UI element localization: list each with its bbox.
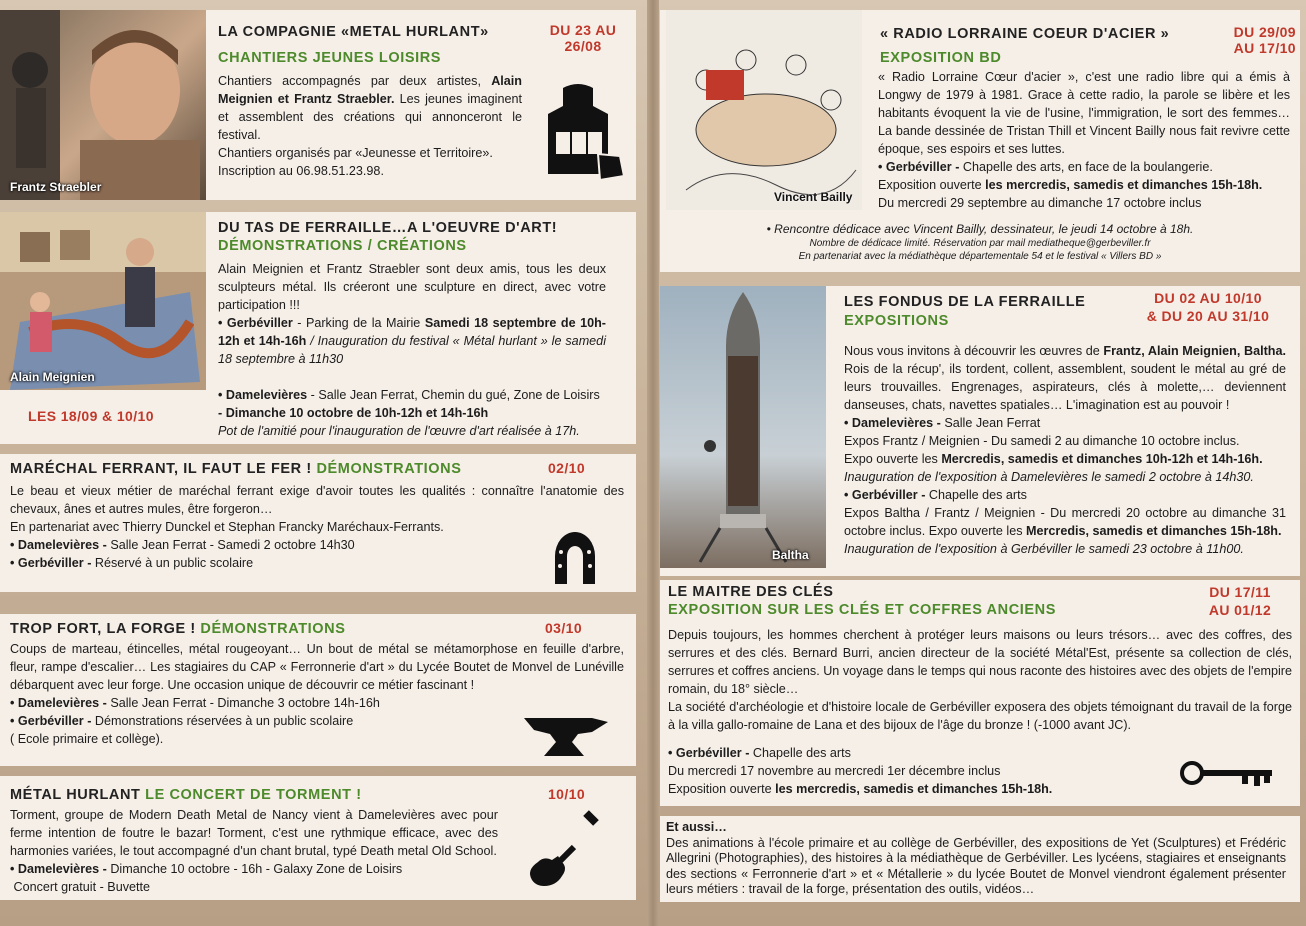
card-subtitle: EXPOSITION BD xyxy=(880,50,1002,66)
dates-text: Expos Baltha / Frantz / Meignien - Du mercredi 20 octobre au dimanche 31 octobre inclus. Expo ouverte les xyxy=(844,506,1286,538)
photo-caption: Baltha xyxy=(772,548,809,562)
card-title: LA COMPAGNIE «METAL HURLANT» xyxy=(218,24,489,40)
card-body xyxy=(878,68,1290,212)
opening-text: Exposition ouverte xyxy=(668,782,776,796)
photo-frantz-straebler xyxy=(0,10,206,200)
location-text: Salle Jean Ferrat - Samedi 2 octobre 14h30 xyxy=(106,538,355,552)
location-label: • Damelevières xyxy=(218,388,308,402)
card-subtitle: DÉMONSTRATIONS xyxy=(311,461,462,477)
body-text: Depuis toujours, les hommes cherchent à protéger leurs maisons ou leurs trésors… avec des coffres, des serrures et des clés. Bernard Burri, ancien directeur de la société Métal'Est, présente sa collection de clés, serrures et coffres anciens. Un voyage dans le temps qui nous raconte des histoires avec des objets de l'empire romain, du 18° siècle… xyxy=(668,628,1292,696)
comic-drawing xyxy=(666,10,862,210)
card-date: 10/10 xyxy=(548,786,586,802)
location-text: Dimanche 10 octobre - 16h - Galaxy Zone de Loisirs xyxy=(106,862,403,876)
body-text: Des animations à l'école primaire et au collège de Gerbéviller, des expositions de Yet (Sculptures) et Frédéric Allegrini (Photographies), des histoires à la médiathèque de Gerbéviller. Les lycéens, stagiaires et enseignants des sections « Ferronnerie d'art » et « Métallerie » du lycée Boutet de Monvel viendront également présenter leurs métiers : travail de la forge, présentation des outils, vidéos… xyxy=(666,835,1286,896)
portrait-illustration xyxy=(0,10,206,200)
card-title: « RADIO LORRAINE COEUR D'ACIER » xyxy=(880,26,1170,42)
body-text: Chantiers accompagnés par deux artistes, xyxy=(218,74,492,88)
card-subtitle: LE CONCERT DE TORMENT ! xyxy=(140,787,362,803)
anvil-icon xyxy=(522,710,612,760)
inauguration-text: / Inauguration du festival « Métal hurlant » le samedi 18 septembre à 11h30 xyxy=(218,334,606,366)
location-label: • Gerbéviller - xyxy=(668,746,750,760)
body-text: Les jeunes imaginent et assemblent des créations qui annonceront le festival. xyxy=(218,92,522,142)
inauguration-text: Inauguration de l'exposition à Gerbéviller le samedi 23 octobre à 11h00. xyxy=(844,542,1244,556)
photo-caption: Frantz Straebler xyxy=(10,180,102,194)
body-text: La société d'archéologie et d'histoire locale de Gerbéviller exposera des objets témoignant du travail de la forge à la villa gallo-romaine de Lana et des bijoux de l'âge du bronze ! (-1000 avant JC). xyxy=(668,700,1292,732)
location-label: • Damelevières - xyxy=(10,538,107,552)
card-title: MARÉCHAL FERRANT, IL FAUT LE FER ! xyxy=(10,461,312,477)
location-text: Chapelle des arts xyxy=(749,746,851,760)
card-subtitle: EXPOSITION SUR LES CLÉS ET COFFRES ANCIENS xyxy=(668,602,1057,618)
card-title: Et aussi… xyxy=(666,820,727,834)
card-date: LES 18/09 & 10/10 xyxy=(28,408,154,424)
card-concert-torment xyxy=(0,776,636,900)
card-body xyxy=(218,260,606,368)
body-text: Alain Meignien et Frantz Straebler sont deux amis, tous les deux sculpteurs métal. Ils créeront une sculpture en direct, avec votre participation !!! xyxy=(218,262,606,312)
opening-hours: les mercredis, samedis et dimanches 15h-18h. xyxy=(775,782,1053,796)
location-label: • Damelevières - xyxy=(10,862,107,876)
card-subtitle: EXPOSITIONS xyxy=(844,313,949,329)
location-label: • Gerbéviller - xyxy=(878,160,960,174)
schedule-text: Samedi 18 septembre de 10h-12h et 14h-16h xyxy=(218,316,606,348)
registration-text: Inscription au 06.98.51.23.98. xyxy=(218,164,384,178)
card-radio-lorraine xyxy=(660,10,1300,272)
card-et-aussi xyxy=(660,816,1300,902)
location-label: • Gerbéviller - xyxy=(844,488,926,502)
card-body-2 xyxy=(10,694,510,748)
inauguration-text: Inauguration de l'exposition à Damelevières le samedi 2 octobre à 14h30. xyxy=(844,470,1254,484)
audience-text: ( Ecole primaire et collège). xyxy=(10,732,164,746)
photo-caption: Vincent Bailly xyxy=(774,190,853,204)
card-body xyxy=(10,482,624,572)
card-trop-fort-la-forge xyxy=(0,614,636,766)
photo-caption: Alain Meignien xyxy=(10,370,95,384)
location-text: Démonstrations réservées à un public scolaire xyxy=(91,714,354,728)
dates-text: Expos Frantz / Meignien - Du samedi 2 au dimanche 10 octobre inclus. xyxy=(844,434,1240,448)
artists-names: Frantz, Alain Meignien, Baltha. xyxy=(1103,344,1286,358)
body-text: « Radio Lorraine Cœur d'acier », c'est une radio libre qui a émis à Longwy de 1979 à 1981. Grace à cette radio, la parole se libère et les habitants évoquent la vie de l'usine, l'immigration, le sort des femmes… La bande dessinée de Tristan Thill et Vincent Bailly nous fait revivre cette époque, ses espoirs et ses luttes. xyxy=(878,70,1290,156)
location-label: • Damelevières - xyxy=(10,696,107,710)
card-date-line1: DU 17/11 xyxy=(1209,584,1271,600)
photo-vincent-bailly xyxy=(666,10,862,210)
body-text: Rois de la récup', ils tordent, collent, assemblent, soudent le métal au gré de leurs trouvailles. Engrenages, aspirateurs, clés à molette,… deviennent danseuses, chats, navettes spatiales… L'imagination est au pouvoir ! xyxy=(844,362,1286,412)
note-text: Pot de l'amitié pour l'inauguration de l'œuvre d'art réalisée à 17h. xyxy=(218,424,580,438)
body-text: Torment, groupe de Modern Death Metal de Nancy vient à Damelevières avec pour ferme intention de foutre le bazar! Torment, c'est une rythmique efficace, avec des harmonies variées, le tout accompagné d'un chant brutal, typé Death metal Old School. xyxy=(10,808,498,858)
card-title: TROP FORT, LA FORGE ! xyxy=(10,621,196,637)
signing-notice: • Rencontre dédicace avec Vincent Bailly, dessinateur, le jeudi 14 octobre à 18h. xyxy=(766,222,1194,236)
location-label: • Gerbéviller xyxy=(218,316,293,330)
card-body xyxy=(10,806,498,896)
page-fold xyxy=(647,0,659,926)
card-date: 02/10 xyxy=(548,460,586,476)
schedule-text: - Dimanche 10 octobre de 10h-12h et 14h-16h xyxy=(218,406,489,420)
opening-text: Expo ouverte les xyxy=(844,452,942,466)
location-label: • Gerbéviller - xyxy=(10,714,92,728)
card-title: LE MAITRE DES CLÉS xyxy=(668,584,834,600)
card-date-line1: DU 23 AU xyxy=(549,22,617,38)
location-text: Chapelle des arts, en face de la boulangerie. xyxy=(959,160,1213,174)
card-body xyxy=(666,820,1286,898)
photo-alain-meignien xyxy=(0,212,206,390)
card-marechal-ferrant xyxy=(0,454,636,592)
organizer-text: Chantiers organisés par «Jeunesse et Territoire». xyxy=(218,146,493,160)
card-date-line2: AU 17/10 xyxy=(1233,40,1296,56)
opening-hours: les mercredis, samedis et dimanches 15h-18h. xyxy=(985,178,1263,192)
workshop-illustration xyxy=(0,212,206,390)
location-text: Chapelle des arts xyxy=(925,488,1027,502)
card-fondus-ferraille xyxy=(660,286,1300,576)
electric-guitar-icon xyxy=(524,810,614,890)
body-text: Nous vous invitons à découvrir les œuvres de xyxy=(844,344,1104,358)
concert-info: Concert gratuit - Buvette xyxy=(13,880,150,894)
opening-hours: Mercredis, samedis et dimanches 15h-18h. xyxy=(1026,524,1282,538)
opening-hours: Mercredis, samedis et dimanches 10h-12h et 14h-16h. xyxy=(941,452,1263,466)
card-title: LES FONDUS DE LA FERRAILLE xyxy=(844,294,1086,310)
location-label: • Damelevières - xyxy=(844,416,941,430)
partner-text: En partenariat avec Thierry Dunckel et Stephan Francky Maréchaux-Ferrants. xyxy=(10,520,444,534)
location-label: • Gerbéviller - xyxy=(10,556,92,570)
location-text: Réservé à un public scolaire xyxy=(91,556,254,570)
card-body xyxy=(218,72,522,180)
location-text: - Parking de la Mairie xyxy=(292,316,425,330)
card-body-2 xyxy=(218,386,628,440)
card-body xyxy=(10,640,624,694)
partnership-note: En partenariat avec la médiathèque départementale 54 et le festival « Villers BD » xyxy=(798,251,1162,262)
opening-text: Exposition ouverte xyxy=(878,178,986,192)
card-body xyxy=(844,342,1286,558)
card-subtitle: DÉMONSTRATIONS / CRÉATIONS xyxy=(218,238,467,254)
card-title: MÉTAL HURLANT xyxy=(10,787,141,803)
dates-text: Du mercredi 17 novembre au mercredi 1er décembre inclus xyxy=(668,764,1001,778)
horseshoe-icon xyxy=(545,526,605,588)
dates-text: Du mercredi 29 septembre au dimanche 17 octobre inclus xyxy=(878,196,1202,210)
key-icon xyxy=(1180,758,1276,788)
card-maitre-des-cles xyxy=(660,580,1300,806)
card-date-line1: DU 29/09 xyxy=(1233,24,1296,40)
card-date-line2: AU 01/12 xyxy=(1208,602,1272,618)
card-date-line2: & DU 20 AU 31/10 xyxy=(1146,308,1270,324)
rocket-sculpture-illustration xyxy=(660,286,826,568)
location-text: Salle Jean Ferrat xyxy=(940,416,1041,430)
body-text: Le beau et vieux métier de maréchal ferrant exige d'avoir toutes les qualités : connaître l'anatomie des chevaux, ânes et autres mules, être forgeron… xyxy=(10,484,624,516)
card-date-line2: 26/08 xyxy=(564,38,602,54)
artists-names: Alain Meignien et Frantz Straebler. xyxy=(218,74,522,106)
card-subtitle: CHANTIERS JEUNES LOISIRS xyxy=(218,50,442,66)
card-title: DU TAS DE FERRAILLE…A L'OEUVRE D'ART! xyxy=(218,220,558,236)
signing-reservation: Nombre de dédicace limité. Réservation par mail mediatheque@gerbeviller.fr xyxy=(809,238,1151,249)
card-date: 03/10 xyxy=(545,620,583,636)
card-body xyxy=(668,626,1292,734)
card-tas-de-ferraille xyxy=(0,212,636,444)
location-text: - Salle Jean Ferrat, Chemin du gué, Zone de Loisirs xyxy=(307,388,600,402)
card-body-2 xyxy=(668,744,1168,798)
photo-baltha xyxy=(660,286,826,568)
apron-icon xyxy=(528,84,628,184)
location-text: Salle Jean Ferrat - Dimanche 3 octobre 14h-16h xyxy=(106,696,380,710)
card-compagnie-metal-hurlant xyxy=(0,10,636,200)
body-text: Coups de marteau, étincelles, métal rougeoyant… Un bout de métal se métamorphose en feuille d'arbre, fleur, rampe d'escalier… Les stagiaires du CAP « Ferronnerie d'art » du Lycée Boutet de Monvel de Lunéville débarquent avec leur forge. Une occasion unique de découvrir ce métier fascinant ! xyxy=(10,642,624,692)
card-date-line1: DU 02 AU 10/10 xyxy=(1154,290,1262,306)
card-subtitle: DÉMONSTRATIONS xyxy=(195,621,346,637)
